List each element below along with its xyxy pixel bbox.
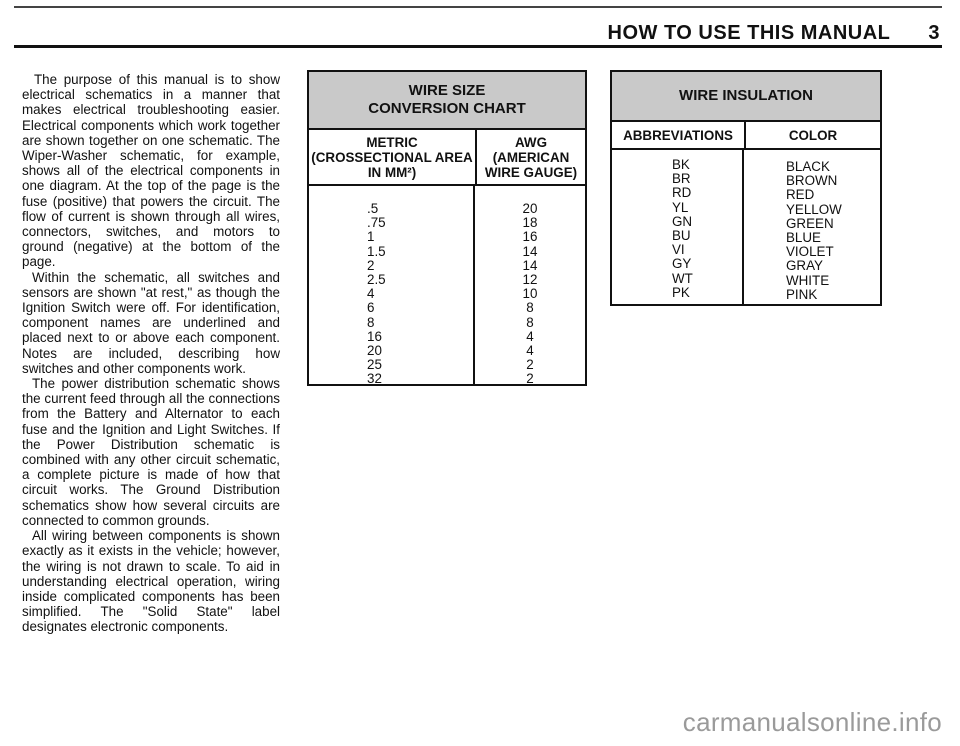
page-title: HOW TO USE THIS MANUAL	[607, 22, 891, 44]
abbreviation-value: VI	[672, 242, 685, 258]
color-value: VIOLET	[786, 244, 834, 260]
awg-values	[475, 201, 585, 387]
color-value: RED	[786, 187, 815, 203]
metric-value: 16	[367, 328, 382, 344]
wire-insulation-table	[610, 70, 882, 306]
wire-size-table-header	[309, 130, 585, 186]
abbreviation-value: YL	[672, 199, 689, 215]
awg-value: 8	[526, 300, 534, 316]
wire-size-table-body	[309, 186, 585, 387]
color-column-header: COLOR	[788, 127, 838, 143]
metric-value: 2.5	[367, 272, 386, 288]
awg-column-header: AWG (AMERICAN WIRE GAUGE)	[484, 134, 578, 180]
page-header	[607, 22, 940, 45]
wire-insulation-table-title: WIRE INSULATION	[612, 72, 880, 122]
color-value: BLACK	[786, 159, 830, 174]
awg-value: 2	[526, 371, 534, 387]
awg-value: 2	[526, 357, 534, 373]
abbreviation-value: GN	[672, 213, 693, 229]
awg-value: 8	[526, 314, 534, 330]
awg-value: 10	[522, 286, 538, 302]
page-number: 3	[928, 22, 940, 44]
abbreviation-value: BU	[672, 228, 691, 244]
paragraph: The purpose of this manual is to show electrical schematics in a manner that makes electrical troubleshooting easier. Electrical components which work together are shown together on one schematic. The Wiper-Washer schematic, for example, shows all of the electrical components in one diagram. At the top of the page is the fuse (positive) that powers the circuit. The flow of current is shown through all wires, connectors, switches, and motors to ground (negative) at the bottom of the page.	[22, 72, 280, 270]
awg-value: 16	[522, 229, 538, 245]
metric-value: .75	[367, 215, 386, 231]
top-rule	[14, 6, 942, 8]
metric-value: 6	[367, 300, 375, 316]
color-value: PINK	[786, 286, 818, 302]
abbreviation-value: PK	[672, 284, 690, 300]
metric-value: 4	[367, 286, 375, 302]
awg-value: 14	[522, 243, 538, 259]
wire-size-table	[307, 70, 587, 386]
abbreviation-value: RD	[672, 185, 692, 201]
paragraph: The power distribution schematic shows the current feed through all the connections from the Battery and Alternator to each fuse and the Ignition and Light Switches. If the Power Distribution schematic is combined with any other circuit schematic, a complete picture is made of how that circuit works. The Ground Distribution schematics show how several circuits are connected to common grounds.	[22, 376, 280, 528]
wire-insulation-table-header	[612, 122, 880, 150]
wire-size-table-title: WIRE SIZE CONVERSION CHART	[309, 72, 585, 130]
metric-value: 25	[367, 357, 382, 373]
awg-value: 14	[522, 257, 538, 273]
awg-value: 12	[522, 272, 538, 288]
watermark: carmanualsonline.info	[682, 707, 942, 737]
abbreviation-value: BK	[672, 157, 690, 172]
paragraph: Within the schematic, all switches and sensors are shown "at rest," as though the Ignition Switch were off. For identification, component names are underlined and placed next to or above each component. Notes are included, describing how switches and other components work.	[22, 269, 280, 376]
metric-value: 2	[367, 257, 375, 273]
color-value: BLUE	[786, 230, 821, 246]
abbreviation-value: BR	[672, 171, 691, 187]
abbreviations-column-header: ABBREVIATIONS	[612, 122, 746, 148]
awg-value: 4	[526, 343, 534, 359]
abbreviation-value: WT	[672, 270, 693, 286]
metric-value: 32	[367, 371, 382, 387]
metric-values	[309, 186, 475, 387]
color-value: GRAY	[786, 258, 823, 274]
metric-value: .5	[367, 201, 379, 216]
paragraph: All wiring between components is shown exactly as it exists in the vehicle; however, the wiring is not drawn to scale. To aid in understanding electrical operation, wiring inside complicated components has been simplified. The "Solid State" label designates electronic components.	[22, 528, 280, 635]
header-rule	[14, 45, 942, 48]
metric-column-header: METRIC (CROSSECTIONAL AREA IN MM²)	[309, 130, 477, 184]
color-value: GREEN	[786, 215, 834, 231]
awg-value: 18	[522, 215, 538, 231]
metric-value: 1	[367, 229, 375, 245]
awg-value: 4	[526, 328, 534, 344]
abbreviation-value: GY	[672, 256, 692, 272]
body-text	[22, 72, 280, 635]
metric-value: 20	[367, 343, 382, 359]
color-values	[744, 150, 880, 306]
awg-value: 20	[522, 201, 538, 216]
abbreviation-values	[612, 150, 744, 306]
wire-insulation-table-body	[612, 150, 880, 306]
color-value: YELLOW	[786, 201, 842, 217]
metric-value: 1.5	[367, 243, 386, 259]
color-value: WHITE	[786, 272, 830, 288]
metric-value: 8	[367, 314, 375, 330]
color-value: BROWN	[786, 173, 838, 189]
